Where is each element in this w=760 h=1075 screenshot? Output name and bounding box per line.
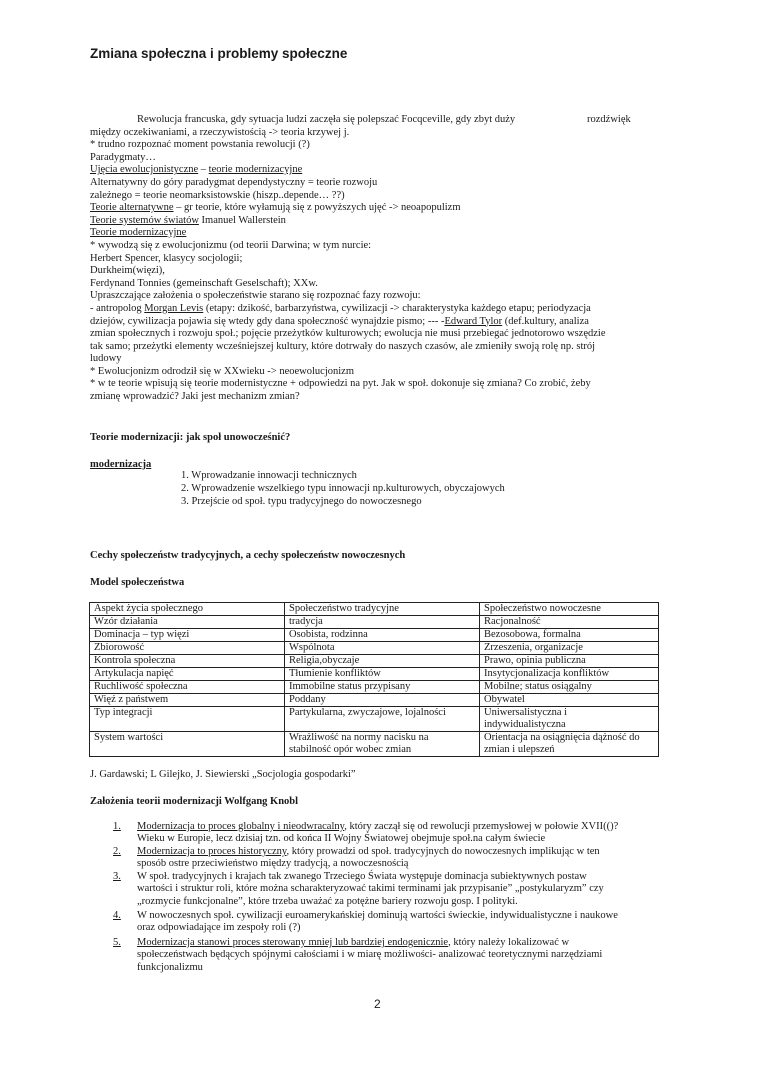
list-number: 1. (113, 821, 121, 832)
list-text (137, 937, 685, 974)
table-cell: Religia,obyczaje (285, 655, 480, 668)
text: – gr teorie, które wyłamują się z powyższych ujęć -> neoapopulizm (173, 202, 461, 214)
list-text (137, 871, 685, 908)
intro-line: Alternatywny do góry paradygmat dependystyczny = teorie rozwoju (90, 176, 378, 188)
list-text (137, 910, 685, 935)
table-cell: Ruchliwość społeczna (90, 681, 285, 694)
table-cell: Osobista, rodzinna (285, 629, 480, 642)
table-cell: tradycja (285, 616, 480, 629)
heading-knobl: Założenia teorii modernizacji Wolfgang Knobl (90, 796, 299, 807)
intro-line (90, 303, 690, 316)
intro-line: między oczekiwaniami, a rzeczywistością -> teoria krzywej j. (90, 126, 350, 138)
text: W nowoczesnych społ. cywilizacji euroamerykańskiej dominują wartości świeckie, indywidualistyczne i naukowe (137, 910, 618, 921)
intro-line: Durkheim(więzi), (90, 265, 165, 277)
intro-line: * wywodzą się z ewolucjonizmu (od teorii Darwina; w tym nurcie: (90, 239, 372, 251)
table-cell: Społeczeństwo tradycyjne (285, 603, 480, 616)
underlined-term: Morgan Levis (144, 302, 204, 314)
modernizacja-item: 3. Przejście od społ. typu tradycyjnego do nowoczesnego (181, 496, 422, 507)
intro-line-1-end: rozdźwięk (587, 114, 631, 125)
underlined-term: Teorie systemów światów (90, 214, 199, 226)
list-text (137, 846, 685, 871)
intro-line (90, 227, 690, 240)
page-number: 2 (374, 997, 381, 1011)
list-number: 5. (113, 937, 121, 948)
modernizacja-label: modernizacja (90, 459, 152, 470)
table-row (90, 694, 659, 707)
table-source: J. Gardawski; L Gilejko, J. Siewierski „Socjologia gospodarki” (90, 769, 356, 780)
table-cell: Insytycjonalizacja konfliktów (480, 668, 659, 681)
table-cell: Aspekt życia społecznego (90, 603, 285, 616)
text: funkcjonalizmu (137, 961, 203, 973)
intro-line-1: Rewolucja francuska, gdy sytuacja ludzi zaczęła się polepszać Focqceville, gdy zbyt duży (137, 114, 516, 125)
link-text: Ujęcia ewolucjonistyczne (90, 164, 199, 176)
intro-line: zmian społecznych i rozwoju społ.; pojęcie przeżytków kulturowych; ewolucja nie musi przebiegać jednotorowo wszędzie (90, 328, 606, 340)
intro-line (90, 215, 690, 228)
text: wartości i struktur roli, które można scharakteryzować takimi terminami jak przypisanie” „postykularyzm” czy (137, 883, 604, 895)
underlined-term: Teorie modernizacyjne (90, 227, 187, 239)
heading-cechy: Cechy społeczeństw tradycyjnych, a cechy społeczeństw nowoczesnych (90, 550, 406, 561)
text: (def.kultury, analiza (502, 315, 589, 327)
table-cell: Prawo, opinia publiczna (480, 655, 659, 668)
text: (etapy: dzikość, barbarzyństwa, cywilizacji -> charakterystyka każdego etapu; periodyzacja (203, 302, 591, 314)
intro-line: ludowy (90, 353, 122, 365)
intro-line: Herbert Spencer, klasycy socjologii; (90, 252, 243, 264)
modernizacja-item: 2. Wprowadzenie wszelkiego typu innowacji np.kulturowych, obyczajowych (181, 483, 505, 494)
intro-line: zmianę wprowadzić? Jaki jest mechanizm zmian? (90, 391, 300, 403)
table-header-row (90, 603, 659, 616)
text: , który prowadzi od społ. tradycyjnych do nowoczesnych implikując w ten (286, 846, 600, 857)
text: społeczeństwach będących spójnymi całościami i w miarę możliwości- analizować teoretycznymi narzędziami (137, 949, 603, 961)
intro-line: Ferdynand Tonnies (gemeinschaft Geselschaft); XXw. (90, 277, 318, 289)
table-cell: Obywatel (480, 694, 659, 707)
table-cell: Racjonalność (480, 616, 659, 629)
table-row (90, 668, 659, 681)
intro-line: Upraszczające założenia o społeczeństwie starano się rozpoznać fazy rozwoju: (90, 290, 421, 302)
table-row (90, 732, 659, 757)
table-row (90, 629, 659, 642)
text: , który należy lokalizować w (448, 937, 570, 948)
model-table (89, 602, 659, 757)
text: , który zaczął się od rewolucji przemysłowej w połowie XVII(()? (344, 821, 619, 832)
table-cell: Wzór działania (90, 616, 285, 629)
text: Imanuel Wallerstein (198, 214, 286, 226)
underlined-term: Modernizacja stanowi proces sterowany mniej lub bardziej endogenicznie (137, 937, 449, 948)
table-cell: Dominacja – typ więzi (90, 629, 285, 642)
list-number: 4. (113, 910, 121, 921)
table-cell: Zbiorowość (90, 642, 285, 655)
intro-line: * Ewolucjonizm odrodził się w XXwieku -> neoewolucjonizm (90, 365, 354, 377)
list-text (137, 821, 685, 846)
table-cell: Mobilne; status osiągalny (480, 681, 659, 694)
intro-line: Paradygmaty… (90, 151, 156, 163)
intro-line: zależnego = teorie neomarksistowskie (hiszp..depende… ??) (90, 189, 345, 201)
table-cell: Poddany (285, 694, 480, 707)
table-cell: Bezosobowa, formalna (480, 629, 659, 642)
text: - antropolog (90, 302, 145, 314)
heading-model: Model społeczeństwa (90, 577, 185, 588)
table-cell: System wartości (90, 732, 285, 757)
table-cell: Społeczeństwo nowoczesne (480, 603, 659, 616)
table-cell: Typ integracji (90, 707, 285, 732)
text: „rozmycie funkcjonalne”, które trzeba uważać za potężne bariery rozwoju gosp. I polityki. (137, 895, 518, 907)
link-text: teorie modernizacyjne (208, 164, 303, 176)
text: oraz odpowiadające im zespoły roli (?) (137, 922, 301, 934)
underlined-term: Modernizacja to proces historyczny (137, 846, 287, 857)
text: W społ. tradycyjnych i krajach tak zwanego Trzeciego Świata występuje dominacja subiektywnych postaw (137, 871, 587, 882)
table-row (90, 616, 659, 629)
text: – (198, 164, 209, 176)
table-cell: Immobilne status przypisany (285, 681, 480, 694)
underlined-term: Teorie alternatywne (90, 202, 174, 214)
table-cell: Zrzeszenia, organizacje (480, 642, 659, 655)
table-cell: Tłumienie konfliktów (285, 668, 480, 681)
intro-line (90, 316, 690, 329)
underlined-term: Edward Tylor (444, 315, 503, 327)
table-cell: Więź z państwem (90, 694, 285, 707)
list-number: 3. (113, 871, 121, 882)
table-cell: Wrażliwość na normy nacisku na stabilność opór wobec zmian (285, 732, 480, 757)
text: dziejów, cywilizacja pojawia się wtedy gdy dana społeczność wynajdzie pismo; --- - (90, 315, 445, 327)
modernizacja-item: 1. Wprowadzanie innowacji technicznych (181, 470, 357, 481)
table-row (90, 681, 659, 694)
table-row (90, 642, 659, 655)
page-header-title: Zmiana społeczna i problemy społeczne (90, 46, 348, 61)
intro-line (90, 164, 690, 177)
intro-paragraph (90, 127, 690, 404)
table-cell: Orientacja na osiągnięcia dążność do zmian i ulepszeń (480, 732, 659, 757)
table-cell: Wspólnota (285, 642, 480, 655)
table-cell: Partykularna, zwyczajowe, lojalności (285, 707, 480, 732)
table-cell: Uniwersalistyczna i indywidualistyczna (480, 707, 659, 732)
table-cell: Kontrola społeczna (90, 655, 285, 668)
text: sposób ostre przeciwieństwo między tradycją, a nowoczesnością (137, 858, 409, 870)
table-cell: Artykulacja napięć (90, 668, 285, 681)
intro-line: * w te teorie wpisują się teorie modernistyczne + odpowiedzi na pyt. Jak w społ. dokonuje się zmiana? Co zrobić, żeby (90, 378, 591, 390)
intro-line: tak samo; przeżytki elementy wcześniejszej kultury, które dotrwały do naszych czasów, ale zmieniły swoją rolę np. strój (90, 340, 596, 352)
intro-line (90, 202, 690, 215)
table-row (90, 655, 659, 668)
underlined-term: Modernizacja to proces globalny i nieodwracalny (137, 821, 345, 832)
text: Wieku w Europie, lecz dzisiaj tzn. od końca II Wojny Światowej obejmuje społ.na całym świecie (137, 833, 546, 845)
table-row (90, 707, 659, 732)
intro-line: * trudno rozpoznać moment powstania rewolucji (?) (90, 139, 310, 151)
heading-teorie-modernizacji: Teorie modernizacji: jak społ unowocześnić? (90, 432, 291, 443)
list-number: 2. (113, 846, 121, 857)
